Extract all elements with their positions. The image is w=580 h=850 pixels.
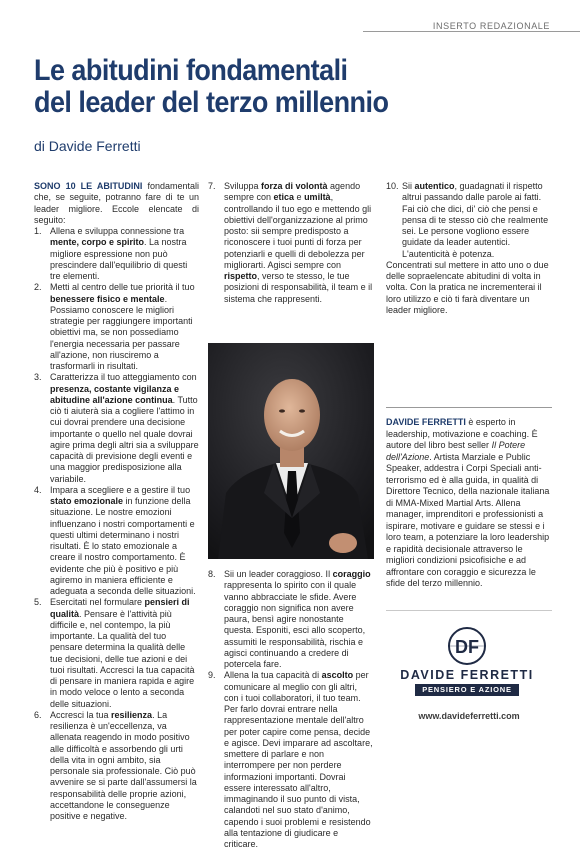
text-run: Allena e sviluppa connessione tra	[50, 226, 185, 236]
list-item	[34, 597, 199, 710]
list-item-number: 6.	[34, 709, 42, 720]
list-item-text	[402, 181, 552, 260]
section-label: INSERTO REDAZIONALE	[432, 21, 550, 31]
emphasis: etica	[273, 192, 295, 203]
text-run: Esercitati nel formulare	[50, 597, 145, 608]
text-run: Sviluppa	[224, 181, 262, 191]
list-item-text	[50, 597, 199, 710]
list-item-number: 2.	[34, 282, 42, 293]
intro-lead: SONO 10 LE ABITUDINI	[34, 181, 143, 191]
text-run: agendo sempre con	[224, 181, 361, 203]
logo-name: DAVIDE FERRETTI	[400, 668, 534, 682]
list-item-number: 1.	[34, 226, 42, 236]
text-run: per comunicare al meglio con gli altri, con i tuoi collaboratori, il tuo team. Per farlo dovrai entrare nella rappresentazione mentale dell'altro per poter capire come pensa, decide e agisce. Devi imparare ad ascoltare, smettere di parlare e non interrompere per non perdere informazioni importanti. Dovrai essere interessato all'altro, immaginando il suo punto di vista, calandoti nel suo stato d'animo, capendo i suoi problemi e resistendo alla tentazione di giudicare e criticare.	[224, 670, 373, 849]
list-item-text	[224, 569, 374, 670]
list-item	[208, 569, 374, 670]
list-item-text	[50, 282, 199, 372]
bio-text-1: è esperto in leadership, motivazione e coaching. È autore del libro best seller	[386, 417, 538, 450]
author-photo	[208, 343, 374, 559]
list-item-text	[50, 226, 199, 282]
list-item-number: 7.	[208, 181, 216, 191]
list-item-number: 4.	[34, 484, 42, 495]
emphasis: stato emozionale	[50, 496, 124, 506]
column-2-bottom	[208, 569, 374, 850]
text-run: , controllando il tuo ego e mettendo gli obiettivi dell'organizzazione al primo posto: sii sempre predisposto a riconoscere i tuoi punti di forza per potenziarli e quelli di debolezza per migliorarti. Agisci sempre con	[224, 192, 372, 270]
emphasis: pensieri di qualità	[50, 597, 190, 619]
bio-divider	[386, 407, 552, 408]
text-run: . La nostra migliore espressione non può prescindere dall'equilibrio di questi tre elementi.	[50, 237, 188, 281]
website-link[interactable]: www.davideferretti.com	[418, 711, 520, 721]
list-item-number: 8.	[208, 569, 216, 579]
list-item-text	[224, 181, 374, 305]
emphasis: forza di volontà	[261, 181, 328, 191]
title-line-2: del leader del terzo millennio	[34, 86, 389, 119]
list-item	[34, 485, 199, 598]
text-run: Sii	[402, 181, 415, 191]
text-run: e	[294, 192, 305, 203]
list-item-text	[50, 372, 199, 485]
text-run: Impara a scegliere e a gestire il tuo	[50, 484, 191, 495]
column-2	[208, 181, 374, 305]
text-run: , verso te stesso, le tue posizioni di responsabilità, il team e il sistema che rappresenti.	[224, 271, 373, 304]
text-run: Allena la tua capacità di	[224, 670, 322, 681]
list-item-number: 10.	[386, 181, 399, 191]
list-item-number: 9.	[208, 670, 216, 681]
emphasis: presenza, costante vigilanza e abitudine all'azione continua	[50, 383, 180, 405]
list-item	[208, 181, 374, 305]
column-3	[386, 181, 552, 316]
logo-monogram: DF	[455, 637, 479, 657]
list-item	[386, 181, 552, 260]
emphasis: resilienza	[111, 709, 153, 720]
text-run: in funzione della situazione. Le nostre emozioni influenzano i nostri comportamenti e questi ultimi determinano i nostri risultati. È lo stato emozionale a creare il nostro comportamento. È evidente che più è positivo e più agiremo in maniera efficiente e adeguata a seconda delle situazioni.	[50, 496, 196, 596]
title-line-1: Le abitudini fondamentali	[34, 54, 348, 87]
text-run: . La resilienza è un'eccellenza, va allenata reagendo in modo positivo alle difficoltà e assorbendo gli urti della vita in ogni ambito, sia personale sia professionale. Ciò può avvenire se si parte dall'assumersi la responsabilità delle proprie azioni, accettandone le conseguenze positive e negative.	[50, 709, 197, 821]
byline: di Davide Ferretti	[34, 138, 141, 154]
list-item-number: 3.	[34, 372, 42, 383]
emphasis: ascolto	[321, 670, 354, 681]
list-item	[34, 372, 199, 485]
list-item	[208, 670, 374, 850]
emphasis: coraggio	[332, 569, 371, 579]
text-run: . Tutto ciò ti aiuterà sia a cogliere l'attimo in cui dovrai prendere una decisione importante o quello nel quale dovrai agire prima degli altri sia a sviluppare capacità di previsione degli eventi e una maggior predisposizione alla variabile.	[50, 394, 199, 484]
emphasis: benessere fisico e mentale	[50, 293, 165, 304]
text-run: Accresci la tua	[50, 709, 112, 720]
text-run: Caratterizza il tuo atteggiamento con	[50, 372, 197, 383]
list-item-text	[224, 670, 374, 850]
column-1	[34, 181, 199, 822]
intro-paragraph	[34, 181, 199, 226]
author-bio	[386, 417, 552, 590]
text-run: Sii un leader coraggioso. Il	[224, 569, 333, 579]
list-item	[34, 710, 199, 823]
list-item	[34, 226, 199, 282]
text-run: . Pensare è l'attività più difficile e, nel contempo, la più importante. La qualità del tuo pensare determina la qualità delle tue decisioni, delle tue azioni e dei tuoi risultati. Accresci la tua capacità di pensare in maniera rapida e agire in modo veloce o lento a seconda delle situazioni.	[50, 608, 195, 709]
text-run: . Possiamo conoscere le migliori strategie per raggiungere importanti obiettivi ma, se non possediamo l'energia necessaria per passare all'azione, non riusciremo a trasformarli in risultati.	[50, 293, 193, 371]
emphasis: rispetto	[224, 271, 258, 281]
text-run: rappresenta lo spirito con il quale vanno abbracciate le sfide. Avere coraggio non significa non avere paura, bensì agire nonostante questa. Esponiti, esci allo scoperto, assumiti le responsabilità, rischia e agisci continuando a credere di potercela fare.	[224, 580, 366, 669]
logo-tagline: PENSIERO E AZIONE	[415, 684, 519, 696]
intro-text: fondamentali che, se seguite, potranno fare di te un leader migliore. Eccole elencate di seguito:	[34, 181, 199, 225]
emphasis: mente, corpo e spirito	[50, 237, 145, 248]
list-item	[34, 282, 199, 372]
bio-text-2: . Artista Marziale e Public Speaker, addestra i Corpi Speciali anti-terrorismo ed è alla guida, in qualità di Direttore Tecnico, della nazionale italiana di MMA-Mixed Martial Arts. Allena manager, imprenditori e professionisti a ispirare, motivare e guidare se stessi e i loro team, a potenziare la loro leadership e rapidità decisionale attraverso le migliori condizioni psicofisiche e ad affrontare con coraggio e sicurezza le sfide del terzo millennio.	[386, 451, 550, 588]
text-run: Metti al centro delle tue priorità il tuo	[50, 282, 195, 293]
emphasis: umiltà	[304, 192, 331, 203]
article-title	[34, 55, 502, 119]
emphasis: autentico	[414, 181, 455, 191]
closing-paragraph: Concentrati sul mettere in atto uno o due delle sopraelencate abitudini di volta in volta. Con la pratica ne incrementerai il loro utilizzo e ciò ti farà diventare un leader migliore.	[386, 259, 549, 315]
list-item-number: 5.	[34, 597, 42, 608]
list-item-text	[50, 485, 199, 598]
logo-divider	[386, 610, 552, 611]
bio-name: DAVIDE FERRETTI	[386, 417, 466, 427]
text-run: , guadagnati il rispetto altrui passando dalle parole ai fatti. Fai ciò che dici, di' ciò che pensi e pensa di te stesso ciò che realmente sei. Le persone vogliono essere guidate da leader autentici. L'autenticità è potenza.	[402, 181, 549, 259]
list-item-text	[50, 710, 199, 823]
bio-book-title: Il Potere dell'Azione	[386, 440, 526, 462]
